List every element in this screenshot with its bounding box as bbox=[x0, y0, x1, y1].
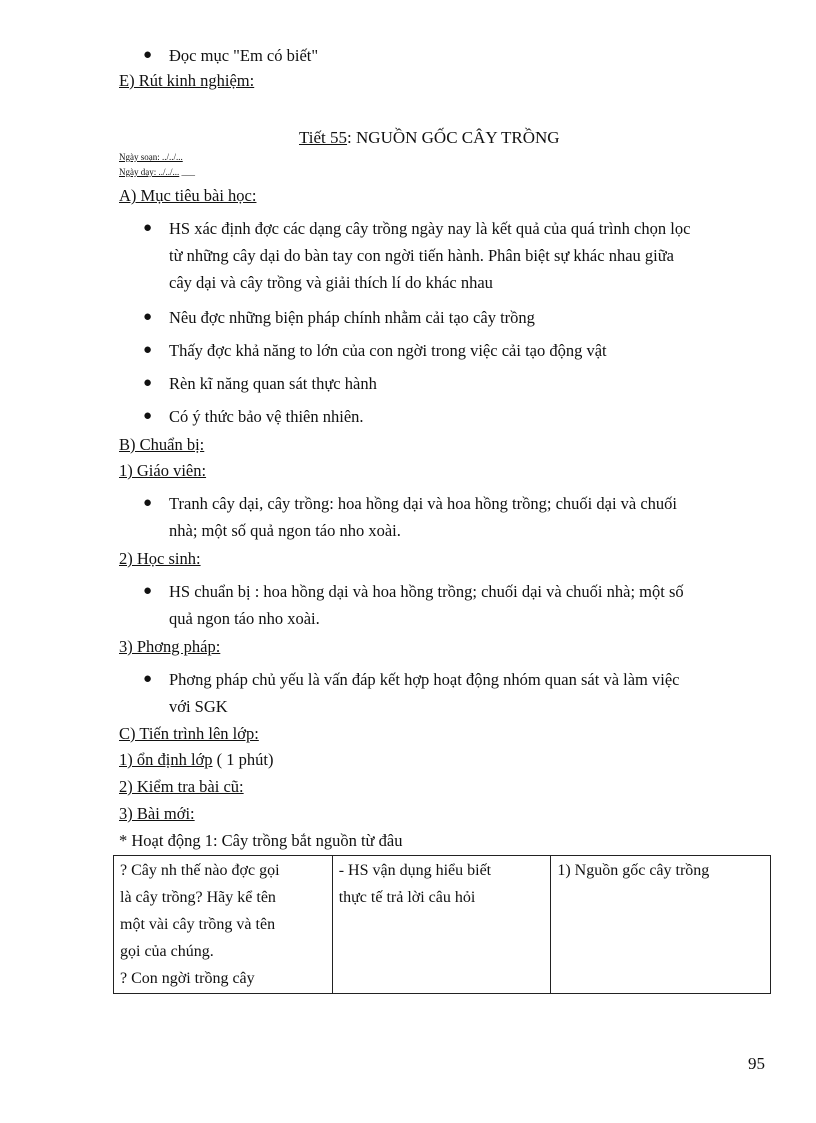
step-3: 3) Bài mới: bbox=[119, 804, 195, 823]
date-taught-line bbox=[119, 167, 195, 177]
lesson-table bbox=[113, 855, 771, 994]
date-taught-blank: ___ bbox=[181, 167, 195, 177]
bullet-text: Phơng pháp chủ yếu là vấn đáp kết hợp hoạt động nhóm quan sát và làm việc với SGK bbox=[169, 670, 680, 716]
lesson-number: Tiết 55 bbox=[299, 128, 348, 147]
date-taught: Ngày dạy: ../../... bbox=[119, 167, 180, 177]
page-title bbox=[299, 128, 560, 148]
table-row bbox=[114, 856, 771, 994]
bullet-icon: ● bbox=[143, 671, 153, 687]
title-colon: : bbox=[347, 128, 352, 147]
step-1-label: 1) ổn định lớp bbox=[119, 750, 213, 769]
bullet-text: HS xác định đợc các dạng cây trồng ngày nay là kết quả của quá trình chọn lọc từ những cây dại do bàn tay con ngời tiến hành. Phân biệt sự khác nhau giữa cây dại và cây trồng và giải thích lí do khác nhau bbox=[169, 219, 691, 292]
bullet-text: Có ý thức bảo vệ thiên nhiên. bbox=[169, 407, 364, 426]
step-2: 2) Kiểm tra bài cũ: bbox=[119, 777, 244, 796]
bullet-text: Nêu đợc những biện pháp chính nhằm cải tạo cây trồng bbox=[169, 308, 535, 327]
table-cell-student-activity: - HS vận dụng hiểu biết thực tế trả lời câu hỏi bbox=[332, 856, 551, 994]
step-1-note: ( 1 phút) bbox=[212, 750, 274, 769]
bullet-icon: ● bbox=[143, 309, 153, 325]
section-e-heading: E) Rút kinh nghiệm: bbox=[119, 71, 255, 90]
bullet-icon: ● bbox=[143, 47, 153, 63]
page-number: 95 bbox=[748, 1054, 765, 1073]
table-cell-teacher-activity: ? Cây nh thế nào đợc gọi là cây trồng? Hãy kể tên một vài cây trồng và tên gọi của chúng. ? Con ngời trồng cây bbox=[114, 856, 333, 994]
section-a-heading: A) Mục tiêu bài học: bbox=[119, 186, 257, 205]
table-cell-content: 1) Nguồn gốc cây trồng bbox=[551, 856, 771, 994]
section-b-heading: B) Chuẩn bị: bbox=[119, 435, 205, 454]
bullet-text: Rèn kĩ năng quan sát thực hành bbox=[169, 374, 377, 393]
step-1 bbox=[119, 750, 273, 770]
section-c-heading: C) Tiến trình lên lớp: bbox=[119, 724, 259, 743]
bullet-text: Đọc mục "Em có biết" bbox=[169, 46, 319, 65]
date-prepared: Ngày soạn: ../../... bbox=[119, 152, 183, 162]
bullet-icon: ● bbox=[143, 495, 153, 511]
bullet-icon: ● bbox=[143, 583, 153, 599]
lesson-topic: NGUỒN GỐC CÂY TRỒNG bbox=[356, 128, 560, 147]
bullet-icon: ● bbox=[143, 342, 153, 358]
bullet-icon: ● bbox=[143, 375, 153, 391]
bullet-icon: ● bbox=[143, 220, 153, 236]
teacher-heading: 1) Giáo viên: bbox=[119, 461, 207, 480]
bullet-text: Thấy đợc khả năng to lớn của con ngời trong việc cải tạo động vật bbox=[169, 341, 607, 360]
bullet-text: HS chuẩn bị : hoa hồng dại và hoa hồng trồng; chuối dại và chuối nhà; một số quả ngon táo nho xoài. bbox=[169, 582, 684, 628]
method-heading: 3) Phơng pháp: bbox=[119, 637, 221, 656]
bullet-icon: ● bbox=[143, 408, 153, 424]
activity-heading: * Hoạt động 1: Cây trồng bắt nguồn từ đâu bbox=[119, 831, 403, 850]
bullet-text: Tranh cây dại, cây trồng: hoa hồng dại và hoa hồng trồng; chuối dại và chuối nhà; một số quả ngon táo nho xoài. bbox=[169, 494, 678, 540]
student-heading: 2) Học sinh: bbox=[119, 549, 201, 568]
